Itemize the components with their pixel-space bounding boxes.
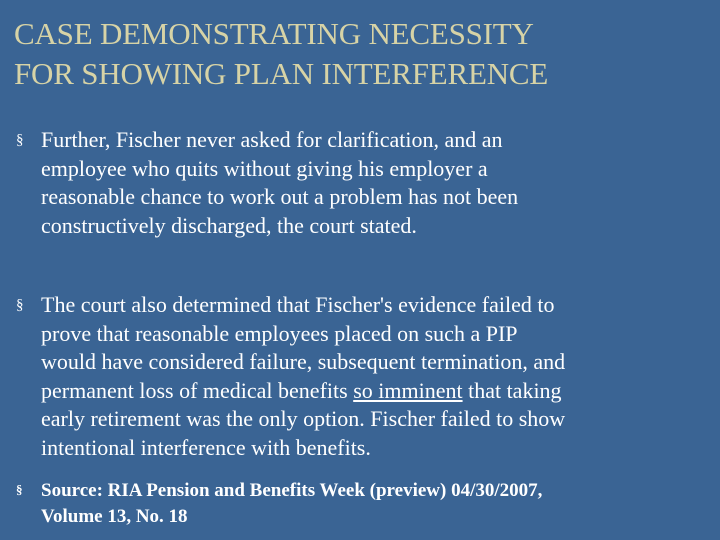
bullet-line: would have considered failure, subsequent termination, and bbox=[41, 349, 566, 374]
bullet-line: prove that reasonable employees placed on such a PIP bbox=[41, 320, 518, 346]
bullet-line: employee who quits without giving his employer a bbox=[41, 155, 488, 181]
bullet-text bbox=[41, 478, 716, 530]
bullet-line: Volume 13, No. 18 bbox=[41, 506, 188, 527]
bullet-evidence bbox=[16, 291, 716, 462]
bullet-line: Source: RIA Pension and Benefits Week (preview) 04/30/2007, bbox=[41, 480, 543, 501]
bullet-line: constructively discharged, the court stated. bbox=[41, 212, 417, 238]
bullet-line: reasonable chance to work out a problem has not been bbox=[41, 184, 519, 209]
bullet-line: The court also determined that Fischer's evidence failed to bbox=[41, 292, 555, 317]
underlined-phrase: so imminent bbox=[353, 377, 463, 403]
bullet-line: intentional interference with benefits. bbox=[41, 434, 371, 460]
bullet-marker-icon: § bbox=[16, 297, 24, 313]
bullet-text bbox=[41, 126, 716, 240]
bullet-line bbox=[41, 377, 716, 406]
bullet-text bbox=[41, 291, 716, 462]
bullet-marker-icon: § bbox=[16, 132, 24, 148]
line-text: permanent loss of medical benefits bbox=[41, 377, 354, 403]
line-text: that taking bbox=[462, 377, 562, 403]
bullet-clarification bbox=[16, 126, 716, 240]
title-line-2: FOR SHOWING PLAN INTERFERENCE bbox=[14, 56, 549, 91]
title-line-1: CASE DEMONSTRATING NECESSITY bbox=[14, 16, 534, 51]
slide-title bbox=[14, 14, 704, 94]
bullet-marker-icon: § bbox=[16, 482, 23, 497]
bullet-source bbox=[16, 478, 716, 530]
bullet-line: Further, Fischer never asked for clarification, and an bbox=[41, 127, 503, 152]
bullet-line: early retirement was the only option. Fischer failed to show bbox=[41, 406, 566, 431]
